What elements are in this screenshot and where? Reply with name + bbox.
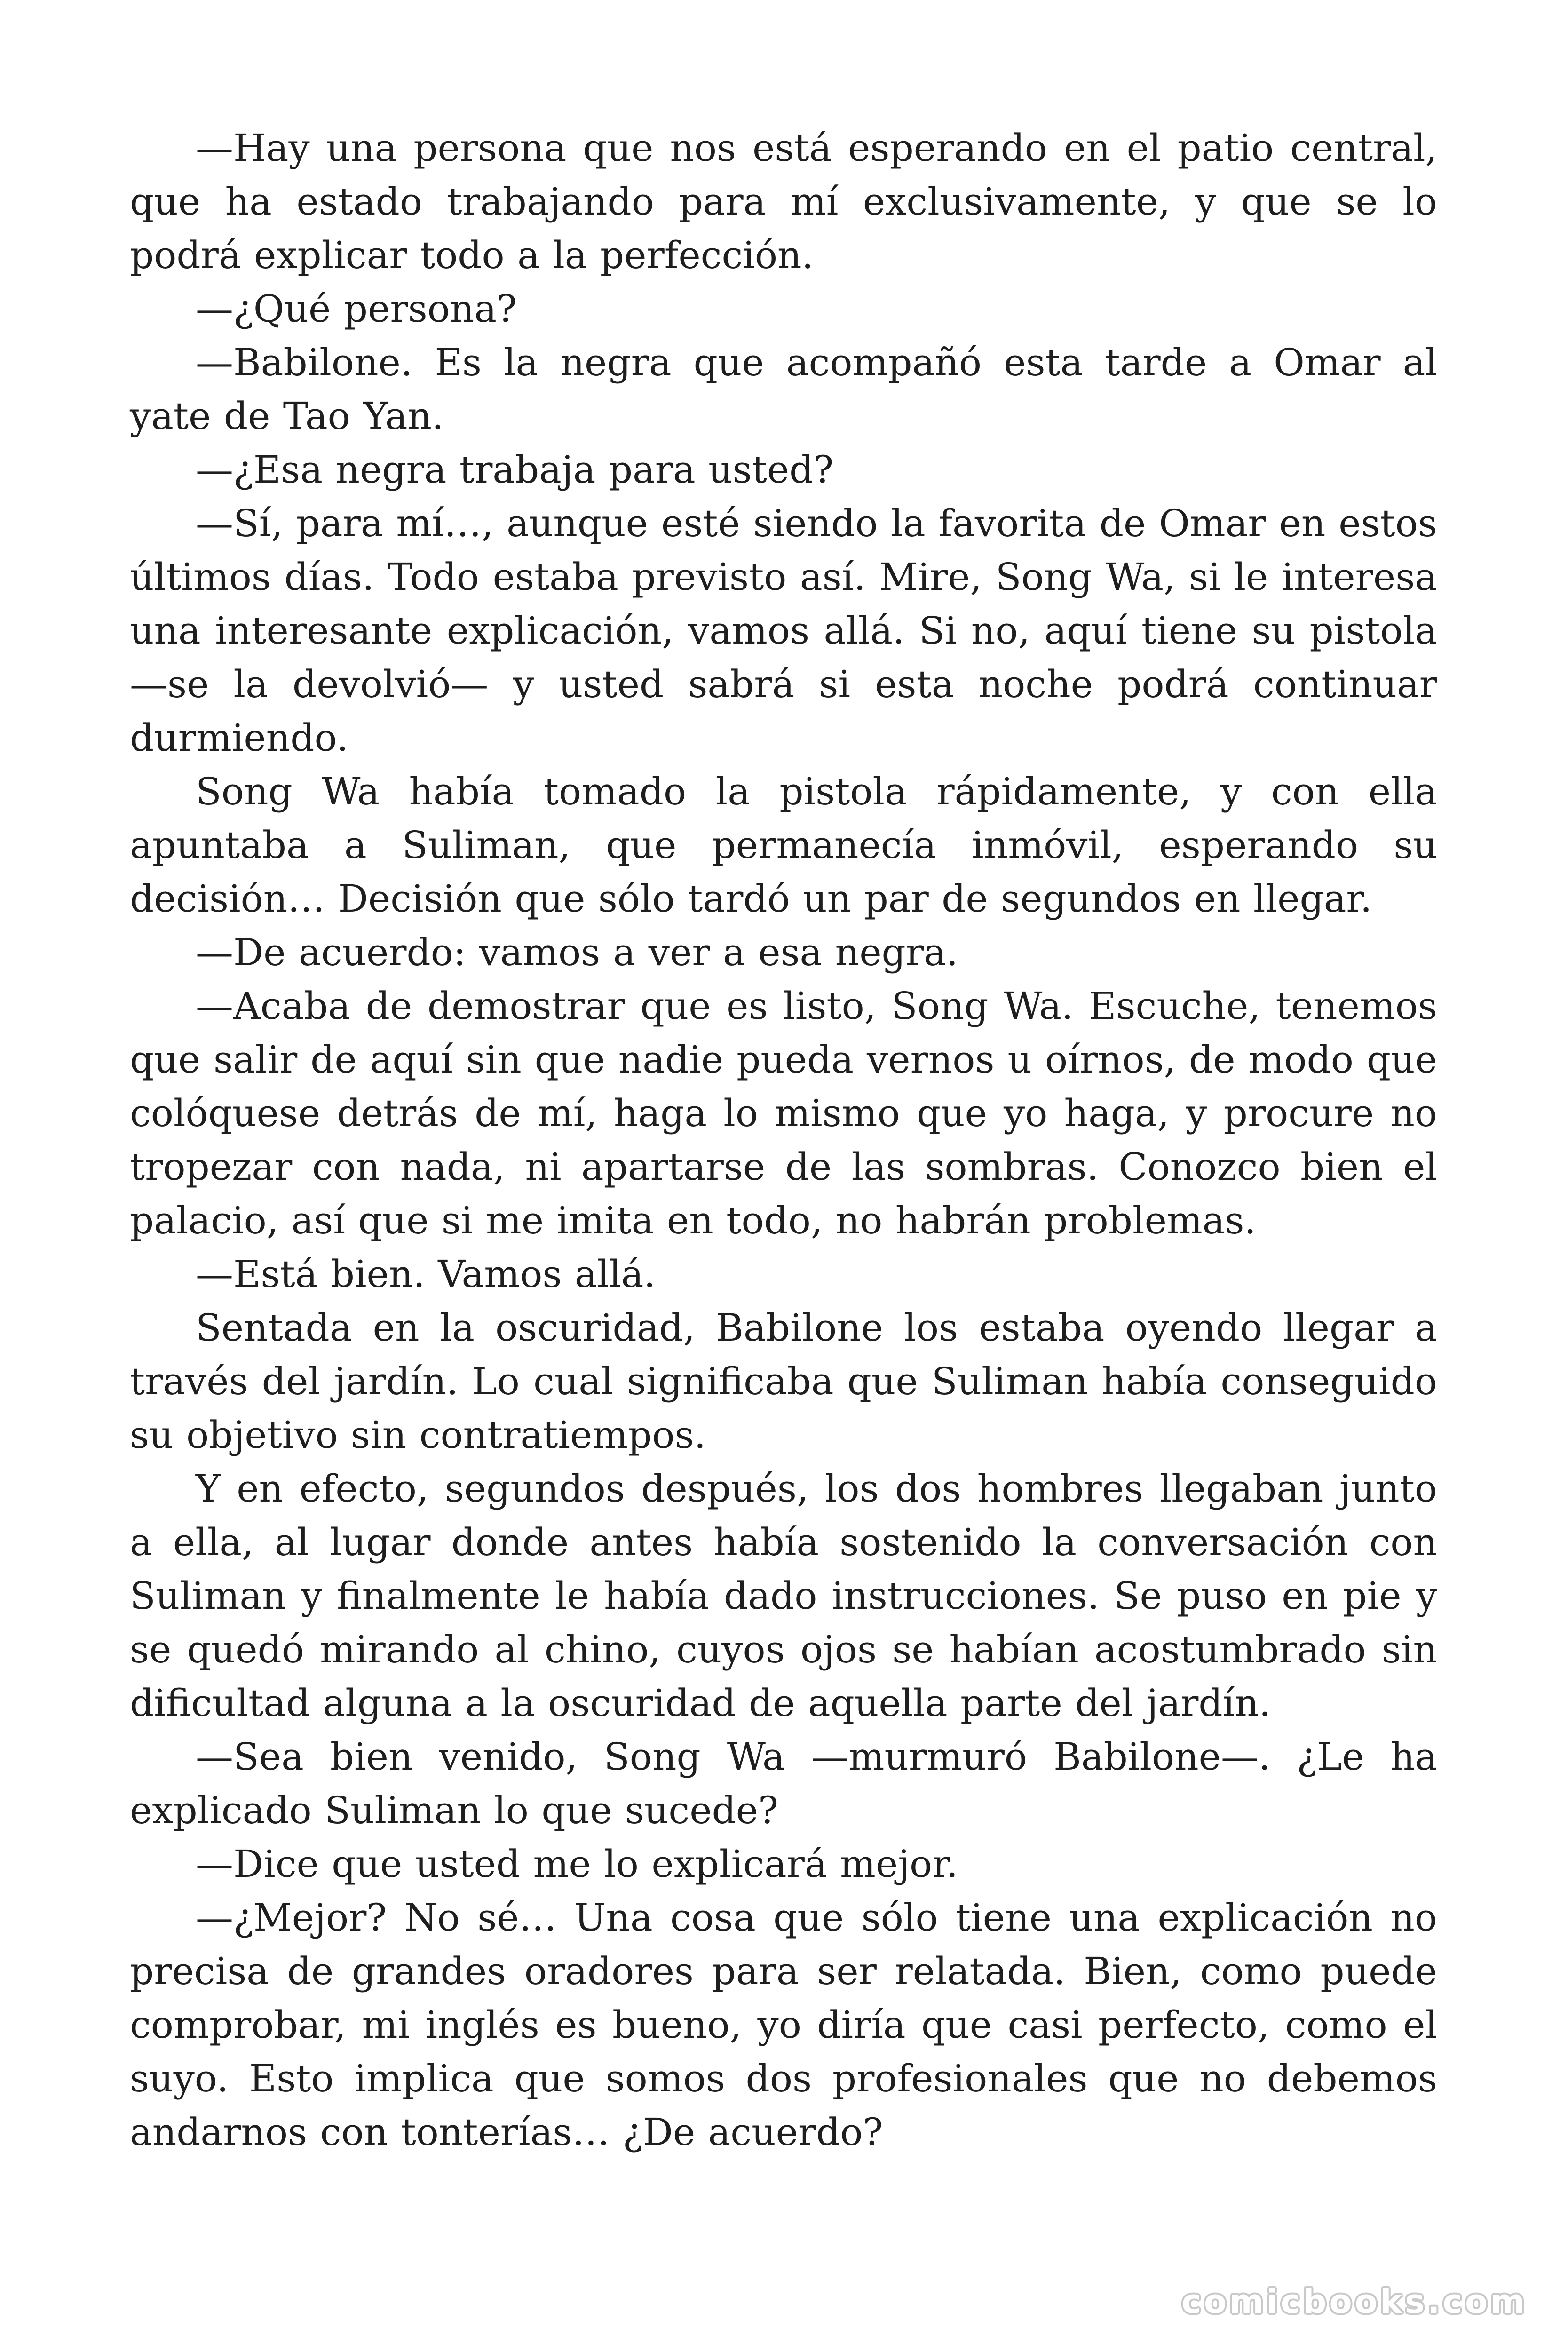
paragraph: —Acaba de demostrar que es listo, Song Wa. Escuche, tenemos que salir de aquí sin que nadie pueda vernos u oírnos, de modo que colóquese detrás de mí, haga lo mismo que yo haga, y procure no tropezar con nada, ni apartarse de las sombras. Conozco bien el palacio, así que si me imita en todo, no habrán problemas.	[130, 984, 1437, 1242]
paragraph: Sentada en la oscuridad, Babilone los estaba oyendo llegar a través del jardín. Lo cual significaba que Suliman había conseguido su objetivo sin contratiempos.	[130, 1306, 1437, 1457]
paragraph: Song Wa había tomado la pistola rápidamente, y con ella apuntaba a Suliman, que permanecía inmóvil, esperando su decisión… Decisión que sólo tardó un par de segundos en llegar.	[130, 770, 1437, 921]
paragraph: —¿Qué persona?	[196, 287, 517, 331]
watermark-logo: comicbooks.com	[1181, 2282, 1528, 2321]
paragraph: —Babilone. Es la negra que acompañó esta tarde a Omar al yate de Tao Yan.	[130, 341, 1437, 438]
paragraph: —Sí, para mí…, aunque esté siendo la favorita de Omar en estos últimos días. Todo estaba previsto así. Mire, Song Wa, si le interesa una interesante explicación, vamos allá. Si no, aquí tiene su pistola —se la devolvió— y usted sabrá si esta noche podrá continuar durmiendo.	[130, 501, 1437, 760]
body-text	[130, 121, 1437, 2159]
paragraph: Y en efecto, segundos después, los dos hombres llegaban junto a ella, al lugar donde antes había sostenido la conversación con Suliman y finalmente le había dado instrucciones. Se puso en pie y se quedó mirando al chino, cuyos ojos se habían acostumbrado sin dificultad alguna a la oscuridad de aquella parte del jardín.	[130, 1467, 1437, 1725]
paragraph: —Hay una persona que nos está esperando en el patio central, que ha estado trabajando para mí exclusivamente, y que se lo podrá explicar todo a la perfección.	[130, 126, 1437, 277]
paragraph: —Está bien. Vamos allá.	[196, 1252, 656, 1296]
paragraph: —Dice que usted me lo explicará mejor.	[196, 1842, 958, 1886]
paragraph: —¿Mejor? No sé… Una cosa que sólo tiene una explicación no precisa de grandes oradores para ser relatada. Bien, como puede comprobar, mi inglés es bueno, yo diría que casi perfecto, como el suyo. Esto implica que somos dos profesionales que no debemos andarnos con tonterías… ¿De acuerdo?	[130, 1896, 1437, 2154]
paragraph: —De acuerdo: vamos a ver a esa negra.	[196, 930, 958, 974]
paragraph: —¿Esa negra trabaja para usted?	[196, 448, 834, 492]
paragraph: —Sea bien venido, Song Wa —murmuró Babilone—. ¿Le ha explicado Suliman lo que sucede?	[130, 1735, 1437, 1832]
